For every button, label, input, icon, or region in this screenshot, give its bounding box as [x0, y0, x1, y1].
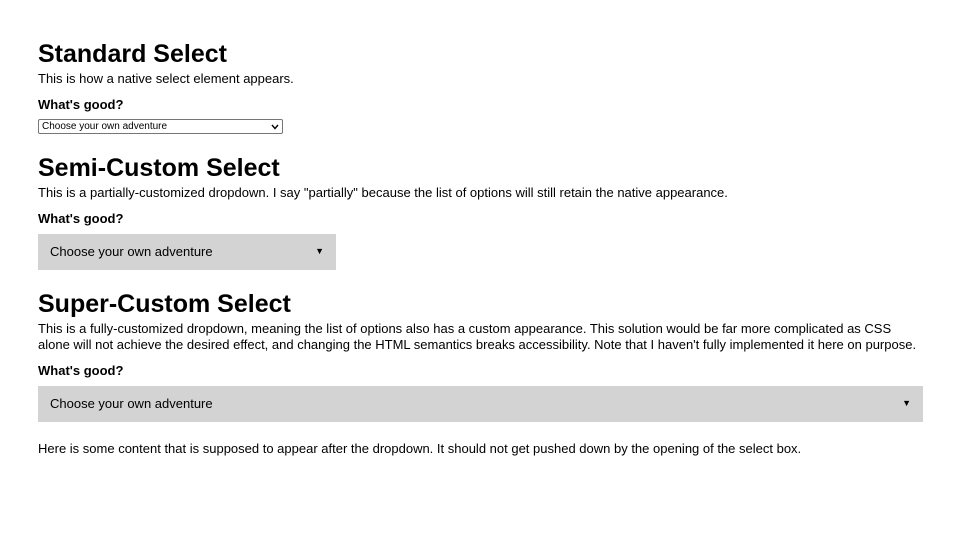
super-custom-select[interactable]	[38, 386, 923, 422]
standard-select-section	[38, 0, 922, 134]
triangle-down-icon: ▼	[902, 398, 911, 408]
super-custom-select-label: What's good?	[38, 363, 124, 378]
semi-custom-select-value: Choose your own adventure	[50, 244, 213, 259]
semi-custom-select[interactable]	[38, 234, 336, 270]
chevron-down-icon	[271, 120, 279, 133]
triangle-down-icon: ▼	[315, 246, 324, 256]
standard-select[interactable]	[38, 119, 283, 134]
super-custom-select-title: Super-Custom Select	[38, 290, 291, 318]
semi-custom-select-description: This is a partially-customized dropdown. I say "partially" because the list of options will still retain the native appearance.	[38, 185, 728, 200]
standard-select-value: Choose your own adventure	[42, 121, 168, 132]
semi-custom-select-title: Semi-Custom Select	[38, 154, 280, 182]
super-custom-select-section	[38, 290, 922, 422]
standard-select-label: What's good?	[38, 97, 124, 112]
super-custom-select-value: Choose your own adventure	[50, 396, 213, 411]
semi-custom-select-section	[38, 154, 922, 270]
semi-custom-select-label: What's good?	[38, 211, 124, 226]
after-content-text: Here is some content that is supposed to appear after the dropdown. It should not get pushed down by the opening of the select box.	[38, 441, 802, 456]
standard-select-description: This is how a native select element appears.	[38, 71, 294, 86]
standard-select-title: Standard Select	[38, 40, 227, 68]
super-custom-select-description: This is a fully-customized dropdown, meaning the list of options also has a custom appearance. This solution would be far more complicated as CSS alone will not achieve the desired effect, and changing the HTML semantics breaks accessibility. Note that I haven't fully implemented it here on purpose.	[38, 321, 917, 352]
